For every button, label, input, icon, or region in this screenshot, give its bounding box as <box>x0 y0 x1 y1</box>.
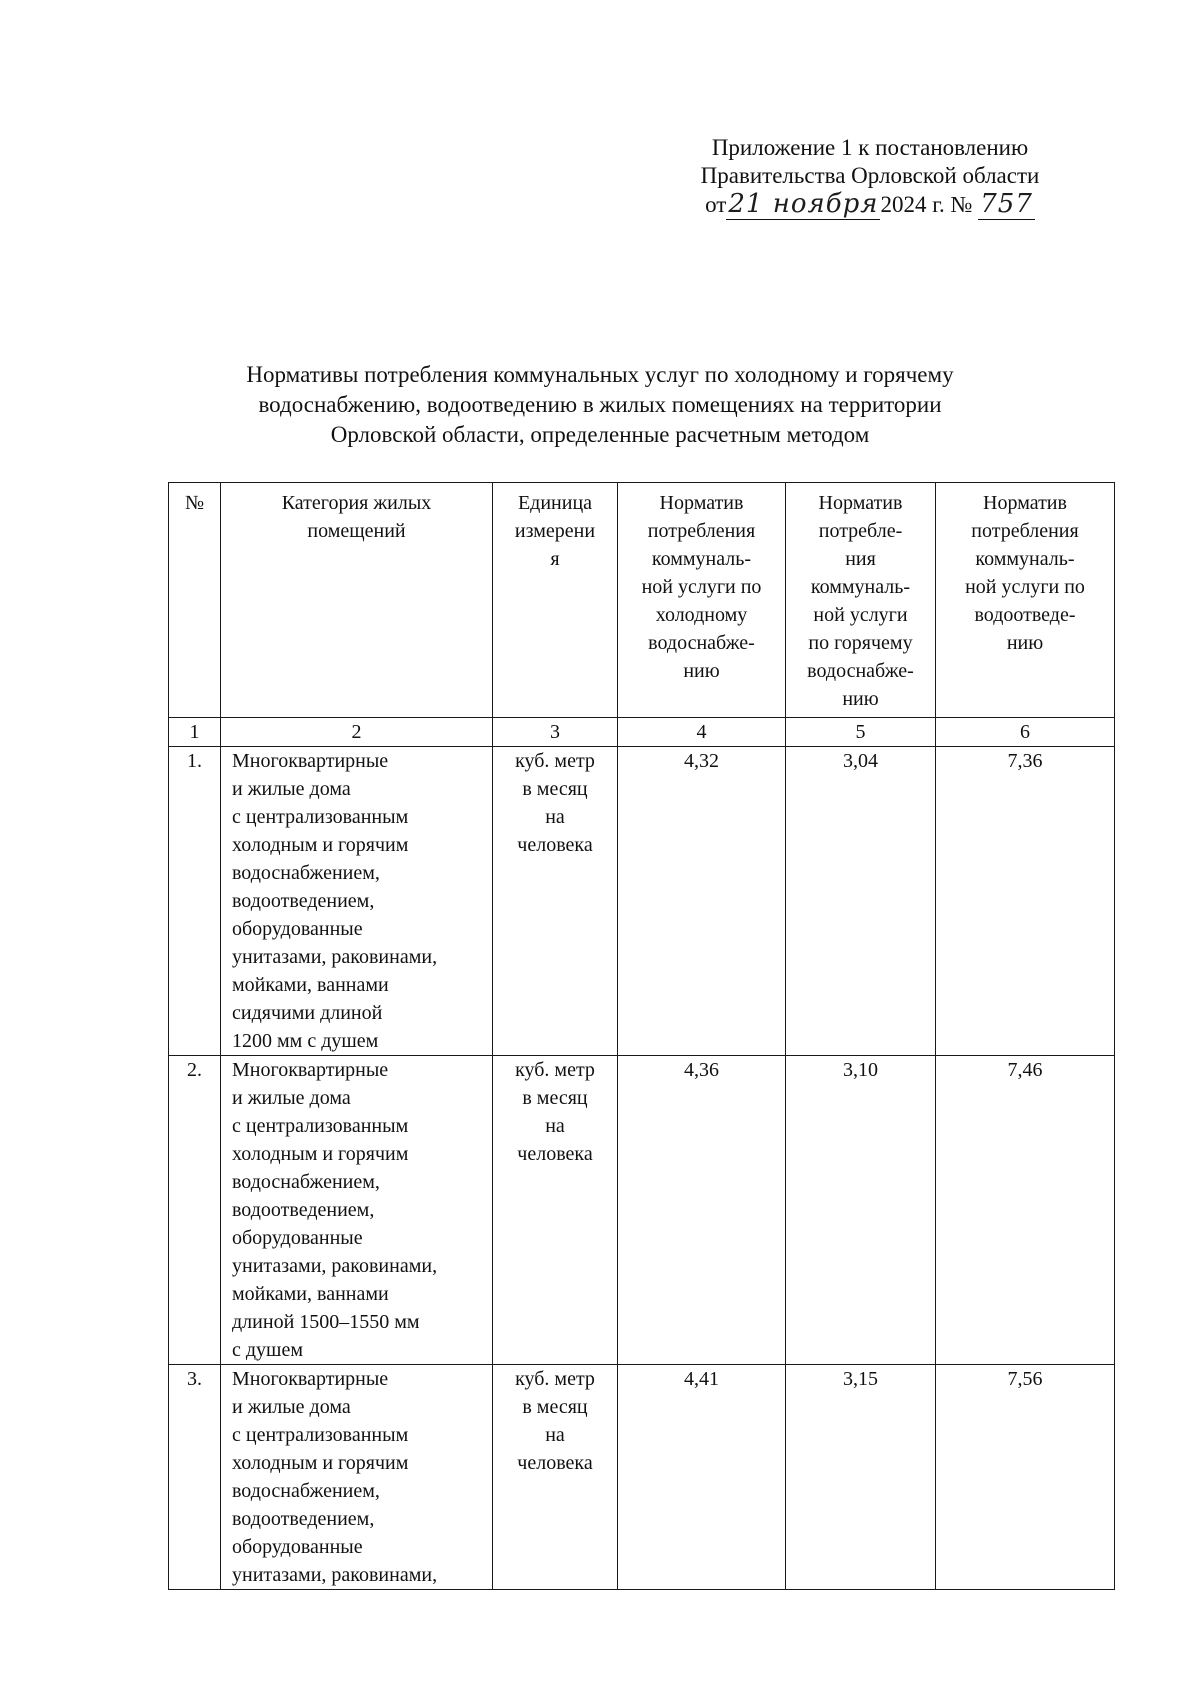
norms-table <box>168 482 1115 1590</box>
appendix-line-2: Правительства Орловской области <box>700 163 1040 188</box>
table-row <box>169 1056 1115 1365</box>
appendix-header <box>620 134 1120 219</box>
table-row <box>169 1365 1115 1590</box>
appendix-date-line <box>705 190 1035 219</box>
row-cold-water-value: 4,41 <box>618 1365 786 1590</box>
row-hot-water-value: 3,04 <box>786 747 936 1056</box>
header-category: Категория жилых помещений <box>221 483 493 718</box>
row-unit: куб. метр в месяц на человека <box>493 1056 618 1365</box>
column-index: 6 <box>936 718 1115 747</box>
row-category: Многоквартирные и жилые дома с централизованным холодным и горячим водоснабжением, водоотведением, оборудованные унитазами, раковинами, мойками, ваннами длиной 1500–1550 мм с душем <box>221 1056 493 1365</box>
column-index: 2 <box>221 718 493 747</box>
header-hot-water: Норматив потребле- ния коммуналь- ной услуги по горячему водоснабже- нию <box>786 483 936 718</box>
row-drainage-value: 7,36 <box>936 747 1115 1056</box>
header-cold-water: Норматив потребления коммуналь- ной услуги по холодному водоснабже- нию <box>618 483 786 718</box>
row-unit: куб. метр в месяц на человека <box>493 747 618 1056</box>
row-category: Многоквартирные и жилые дома с централизованным холодным и горячим водоснабжением, водоотведением, оборудованные унитазами, раковинами, <box>221 1365 493 1590</box>
row-cold-water-value: 4,36 <box>618 1056 786 1365</box>
row-number: 2. <box>169 1056 221 1365</box>
header-unit: Единица измерени я <box>493 483 618 718</box>
year-suffix: 2024 г. № <box>880 192 973 217</box>
column-index: 5 <box>786 718 936 747</box>
row-cold-water-value: 4,32 <box>618 747 786 1056</box>
row-hot-water-value: 3,15 <box>786 1365 936 1590</box>
row-drainage-value: 7,46 <box>936 1056 1115 1365</box>
row-hot-water-value: 3,10 <box>786 1056 936 1365</box>
header-drainage: Норматив потребления коммуналь- ной услуги по водоотведе- нию <box>936 483 1115 718</box>
column-index-row <box>169 718 1115 747</box>
header-num: № <box>169 483 221 718</box>
column-index: 4 <box>618 718 786 747</box>
row-number: 1. <box>169 747 221 1056</box>
document-title <box>140 360 1060 450</box>
column-index: 1 <box>169 718 221 747</box>
row-unit: куб. метр в месяц на человека <box>493 1365 618 1590</box>
table-header-row <box>169 483 1115 718</box>
row-number: 3. <box>169 1365 221 1590</box>
title-line-2: водоснабжению, водоотведению в жилых помещениях на территории <box>258 392 942 417</box>
title-line-1: Нормативы потребления коммунальных услуг по холодному и горячему <box>246 362 954 387</box>
handwritten-date: 21 ноября <box>728 189 879 219</box>
row-category: Многоквартирные и жилые дома с централизованным холодным и горячим водоснабжением, водоотведением, оборудованные унитазами, раковинами, мойками, ваннами сидячими длиной 1200 мм с душем <box>221 747 493 1056</box>
date-prefix: от <box>705 192 727 217</box>
row-drainage-value: 7,56 <box>936 1365 1115 1590</box>
column-index: 3 <box>493 718 618 747</box>
appendix-line-1: Приложение 1 к постановлению <box>711 135 1029 160</box>
handwritten-number: 757 <box>980 189 1033 219</box>
title-line-3: Орловской области, определенные расчетным методом <box>330 422 870 447</box>
table-row <box>169 747 1115 1056</box>
